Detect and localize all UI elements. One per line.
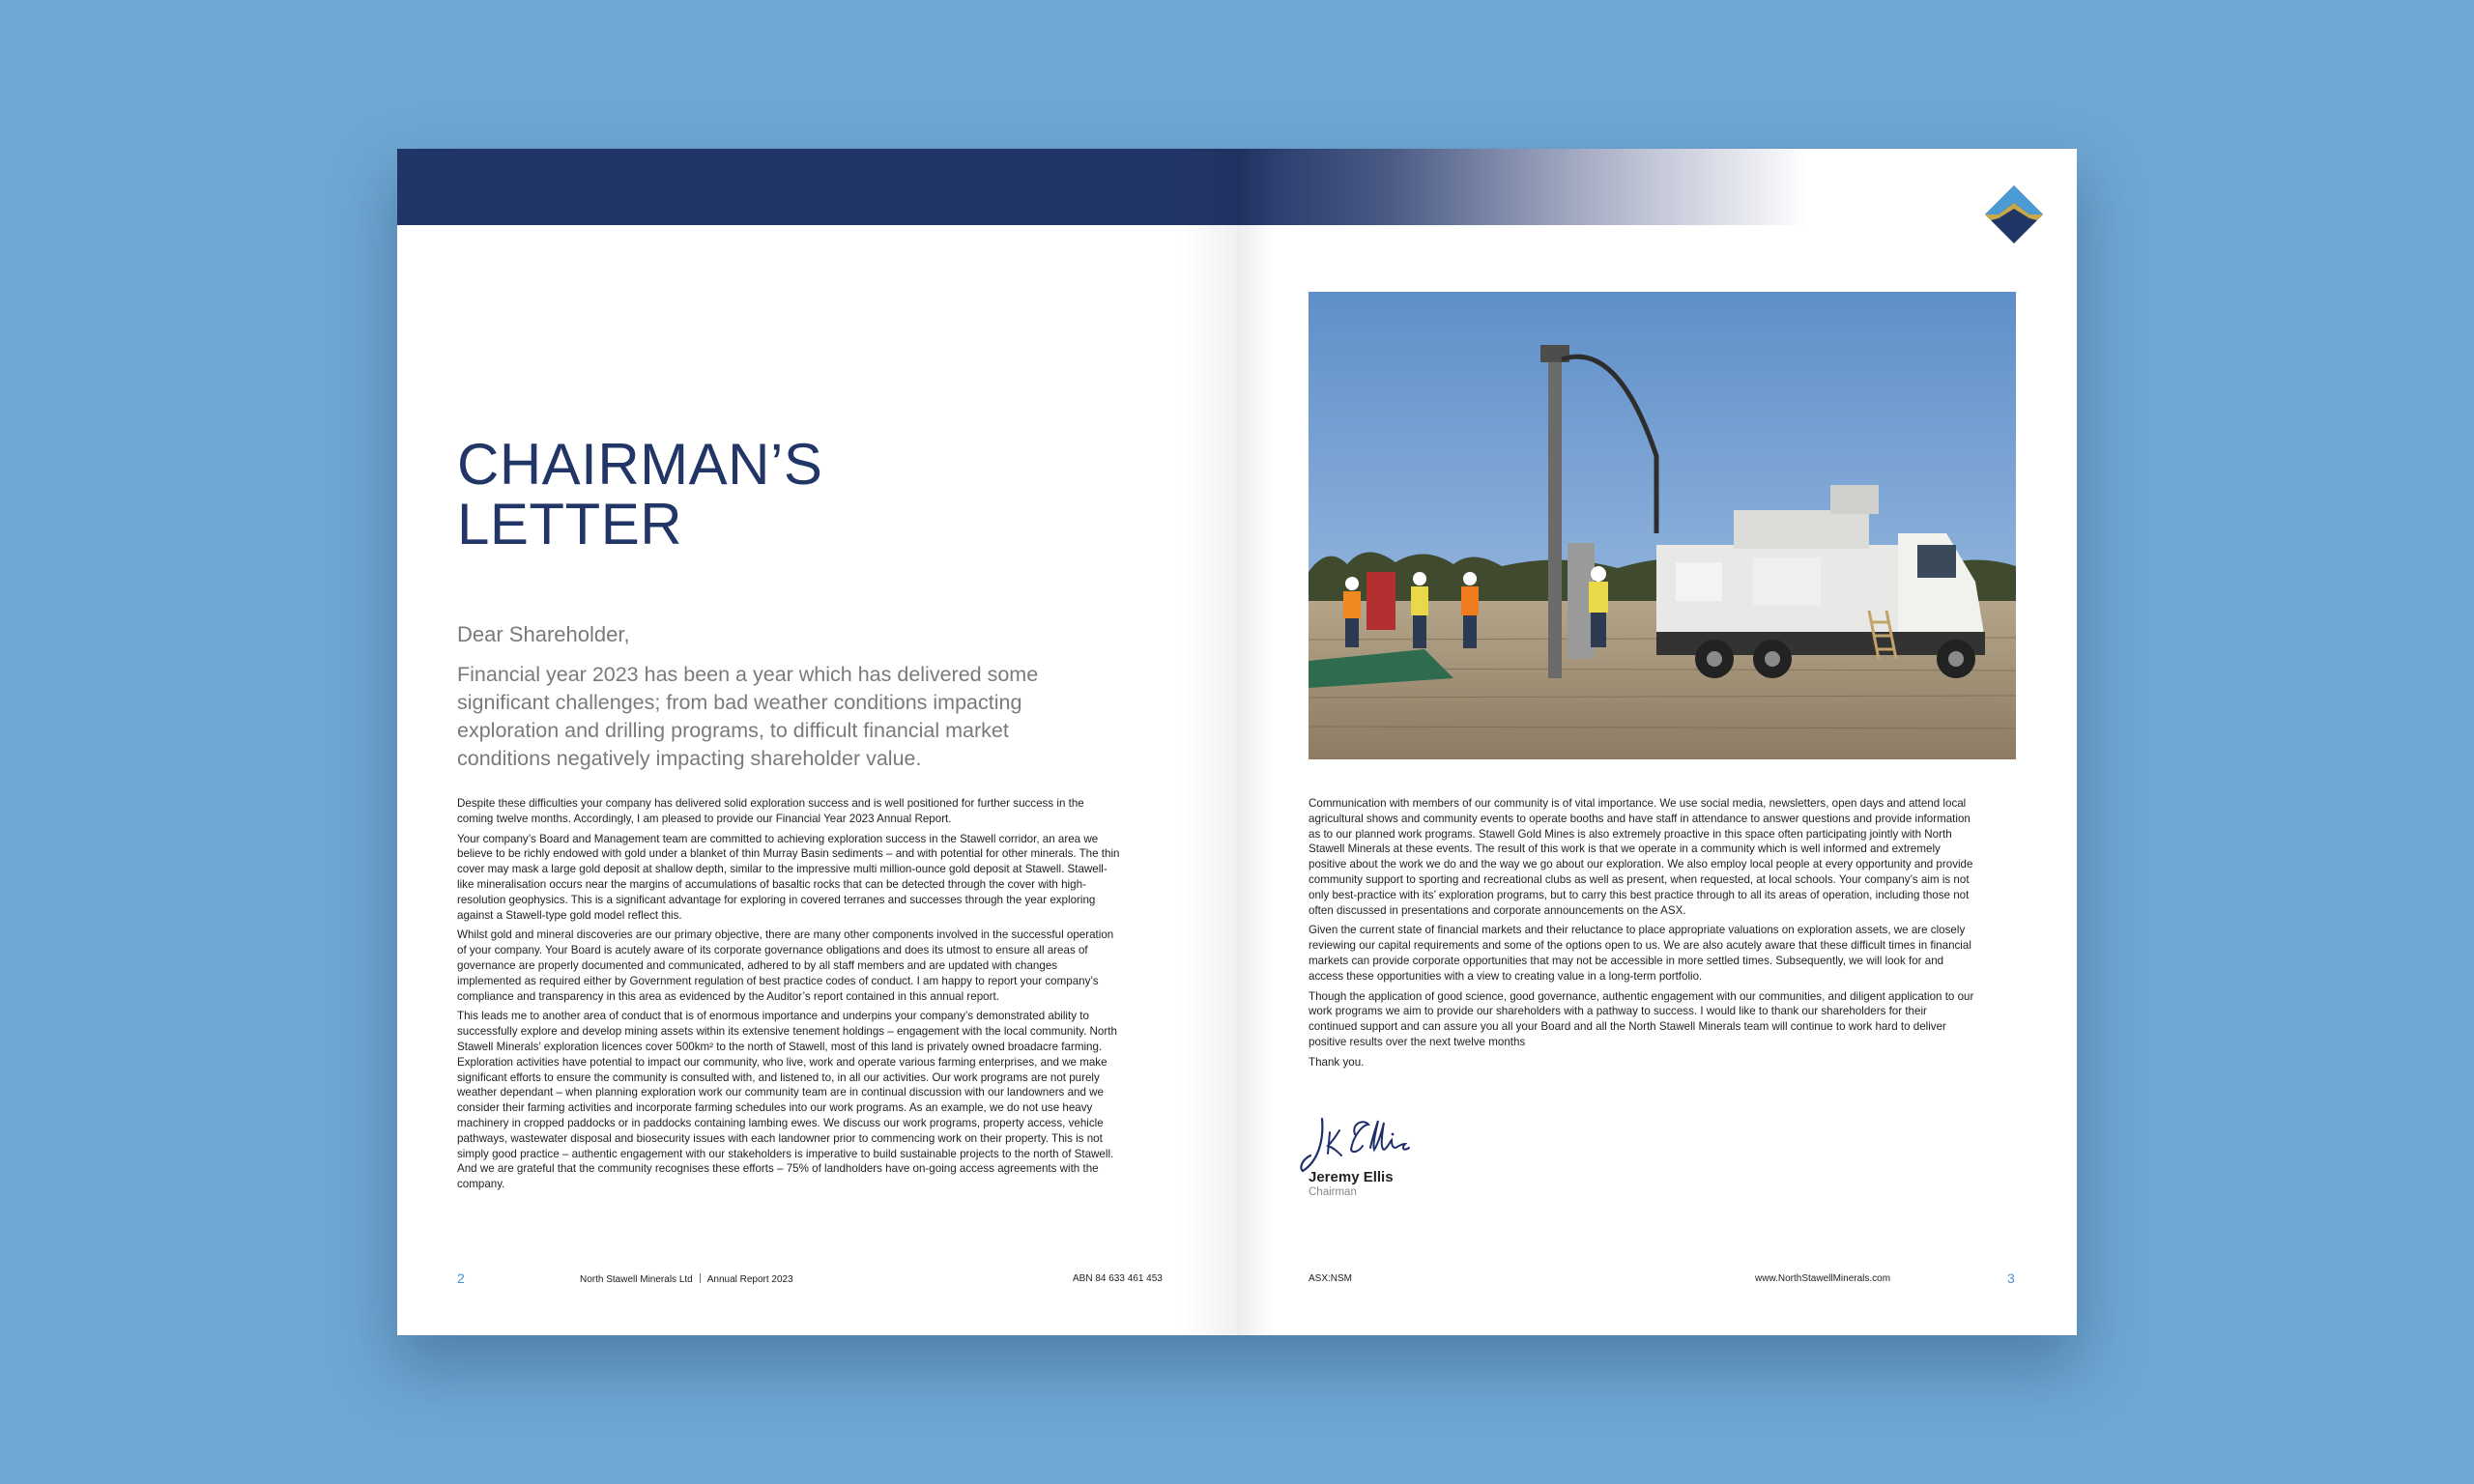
page-number-left: 2 — [457, 1270, 465, 1286]
title-line-1: CHAIRMAN’S — [457, 432, 823, 497]
footer-abn: ABN 84 633 461 453 — [1073, 1273, 1163, 1284]
company-logo-icon — [1983, 184, 2045, 245]
signer-role: Chairman — [1309, 1186, 1357, 1198]
body-paragraph: Your company’s Board and Management team are committed to achieving exploration success in the Stawell corridor, an area we believe to be richly endowed with gold under a blanket of thin Murray Basin sediments – and with potential for other minerals. The thin cover may mask a large gold deposit at shallow depth, similar to the impressive multi million-ounce gold deposit at Stawell. Stawell-like mineralisation occurs near the margins of accumulations of basaltic rocks that can be detected through the cover with high-resolution geophysics. This is a significant advantage for exploring in covered terranes and successes through the year exploring against a Stawell-type gold model reflect this. — [457, 832, 1120, 922]
footer-website-link[interactable]: www.NorthStawellMinerals.com — [1755, 1273, 1891, 1284]
footer-divider — [700, 1273, 701, 1283]
body-paragraph: Though the application of good science, good governance, authentic engagement with our communities, and diligent application to our work programs we aim to provide our shareholders with a pathway to success. I would like to thank our shareholders for their continued support and can assure you all your Board and all the North Stawell Minerals team will continue to work hard to deliver positive results over the next twelve months — [1309, 989, 1974, 1048]
annual-report-spread — [397, 149, 2077, 1335]
header-band — [397, 149, 1237, 225]
closing-line: Thank you. — [1309, 1055, 1365, 1069]
page-number-right: 3 — [2007, 1270, 2015, 1286]
footer-company — [580, 1273, 793, 1285]
footer-company-name: North Stawell Minerals Ltd — [580, 1274, 693, 1285]
left-body-text — [457, 796, 1122, 1197]
right-body-text — [1309, 796, 1975, 1075]
title-line-2: LETTER — [457, 492, 683, 556]
signer-name: Jeremy Ellis — [1309, 1169, 1394, 1185]
body-paragraph: Communication with members of our community is of vital importance. We use social media, newsletters, open days and attend local agricultural shows and community events to operate booths and have staff in attendance to answer questions and provide information as to our planned work programs. Stawell Gold Mines is also extremely proactive in this space often participating jointly with North Stawell Minerals at these events. The result of this work is that we operate in a community which is well informed and extremely positive about the work we do and the way we go about our exploration. We also employ local people at every opportunity and provide community support to sporting and recreational clubs as well as present, when requested, at local schools. Your company’s aim is not only best-practice with its’ exploration programs, but to carry this best practice through to all its areas of operation, including those not often discussed in presentations and corporate announcements on the ASX. — [1309, 797, 1973, 917]
left-page — [397, 149, 1237, 1335]
intro-paragraph: Financial year 2023 has been a year which has delivered some significant challenges; from bad weather conditions impacting exploration and drilling programs, to difficult financial market conditions negatively impacting shareholder value. — [457, 663, 1039, 770]
salutation: Dear Shareholder, — [457, 622, 630, 646]
page-title — [457, 432, 823, 556]
drilling-rig-photo — [1309, 292, 2016, 759]
header-gradient-band — [1237, 149, 2077, 225]
right-page — [1237, 149, 2077, 1335]
body-paragraph: Despite these difficulties your company has delivered solid exploration success and is well positioned for further success in the coming twelve months. Accordingly, I am pleased to provide our Financial Year 2023 Annual Report. — [457, 797, 1084, 825]
body-paragraph: Whilst gold and mineral discoveries are our primary objective, there are many other components involved in the successful operation of your company. Your Board is acutely aware of its corporate governance obligations and does its utmost to ensure all areas of governance are properly documented and communicated, adhered to by all staff members and are updated with changes implemented as required either by Government regulation of best practice codes of conduct. I am happy to report your company’s compliance and transparency in this area as evidenced by the Auditor’s report contained in this annual report. — [457, 928, 1114, 1003]
body-paragraph: Given the current state of financial markets and their reluctance to place appropriate valuations on exploration assets, we are closely reviewing our capital requirements and some of the options open to us. We are also acutely aware that these difficult times in financial markets can provide corporate opportunities that may not be accessible in more settled times. Subsequently, we will look for and access these opportunities with a view to creating value in a long-term portfolio. — [1309, 924, 1971, 983]
footer-asx-code: ASX:NSM — [1309, 1273, 1353, 1284]
footer-report-name: Annual Report 2023 — [706, 1274, 793, 1285]
body-paragraph: This leads me to another area of conduct that is of enormous importance and underpins your company’s demonstrated ability to successfully explore and develop mining assets within its extensive tenement holdings – engagement with the local community. North Stawell Minerals’ exploration licences cover 500km² to the north of Stawell, most of this land is privately owned broadacre farming. Exploration activities have potential to impact our community, who live, work and operate various farming enterprises, and we make significant efforts to ensure the community is consulted with, and listened to, in all our activities. Our work programs are not purely weather dependant – when planning exploration work our community team are in continual discussion with our landowners and we consider their farming activities and incorporate farming schedules into our work programs. As an example, we do not use heavy machinery in cropped paddocks or in paddocks containing lambing ewes. We discuss our work programs, property access, vehicle pathways, wastewater disposal and biosecurity issues with each landowner prior to commencing work on their property. This is not simply good practice – authentic engagement with our stakeholders is imperative to build sustainable projects to the north of Stawell. And we are grateful that the community recognises these efforts – 75% of landholders have on-going access agreements with the company. — [457, 1010, 1117, 1191]
